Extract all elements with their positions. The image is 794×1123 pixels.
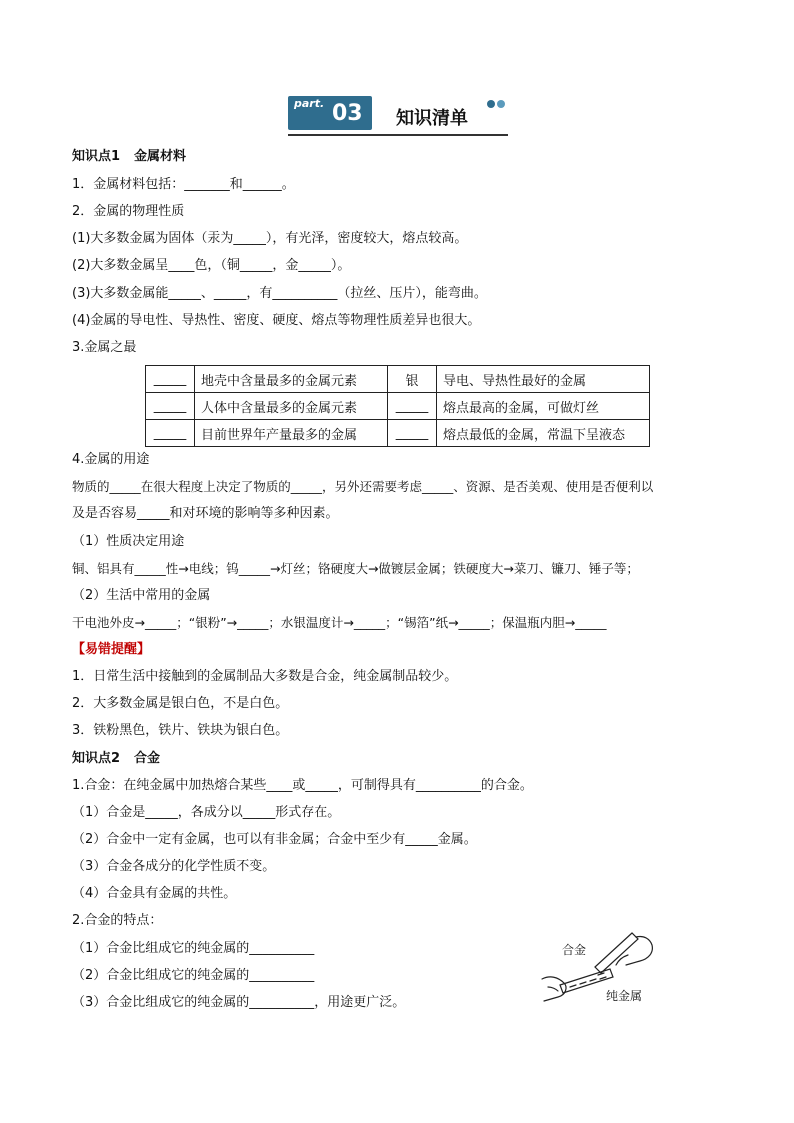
text-line: 1.合金：在纯金属中加热熔合某些____或_____，可制得具有__________的合金。	[72, 778, 533, 793]
text-line: 铜、铝具有_____性→电线；钨_____→灯丝；铬硬度大→做镀层金属；铁硬度大→菜刀、镰刀、锤子等；	[72, 561, 639, 576]
tips-heading: 【易错提醒】	[72, 642, 151, 657]
table-row: _____ 人体中含量最多的金属元素 _____ 熔点最高的金属，可做灯丝	[146, 393, 650, 420]
text-line: （3）合金比组成它的纯金属的__________，用途更广泛。	[72, 995, 406, 1010]
text-line: 及是否容易_____和对环境的影响等多种因素。	[72, 506, 339, 521]
text-line: (2)大多数金属呈____色，（铜_____，金_____）。	[72, 258, 351, 273]
metal-extremes-table	[145, 365, 650, 447]
text-line: 4.金属的用途	[72, 452, 150, 467]
text-line: 3.金属之最	[72, 340, 137, 355]
text-line: 2．金属的物理性质	[72, 204, 185, 219]
text-line: 3．铁粉黑色，铁片、铁块为银白色。	[72, 723, 289, 738]
text-line: 1．日常生活中接触到的金属制品大多数是合金，纯金属制品较少。	[72, 669, 458, 684]
section-heading-1: 知识点1 金属材料	[72, 149, 187, 164]
figure-label-alloy: 合金	[562, 943, 587, 957]
figure-label-pure-metal: 纯金属	[606, 989, 643, 1003]
text-line: （1）合金是_____，各成分以_____形式存在。	[72, 805, 341, 820]
table-row: _____ 目前世界年产量最多的金属 _____ 熔点最低的金属，常温下呈液态	[146, 420, 650, 447]
text-line: （2）合金中一定有金属，也可以有非金属；合金中至少有_____金属。	[72, 832, 477, 847]
text-line: 干电池外皮→_____；“银粉”→_____；水银温度计→_____；“锡箔”纸→_____；保温瓶内胆→_____	[72, 615, 607, 630]
text-line: （4）合金具有金属的共性。	[72, 886, 237, 901]
text-line: 2．大多数金属是银白色，不是白色。	[72, 696, 289, 711]
decorative-dots-icon	[486, 98, 506, 110]
text-line: （3）合金各成分的化学性质不变。	[72, 859, 276, 874]
text-line: (1)大多数金属为固体（汞为_____），有光泽，密度较大，熔点较高。	[72, 231, 468, 246]
text-line: （2）生活中常用的金属	[72, 588, 211, 603]
alloy-scratch-illustration	[540, 925, 660, 1015]
header-rule	[288, 134, 508, 136]
part-header	[288, 96, 508, 138]
text-line: （1）性质决定用途	[72, 534, 185, 549]
table-row: _____ 地壳中含量最多的金属元素 银 导电、导热性最好的金属	[146, 366, 650, 393]
text-line: 1．金属材料包括：_______和______。	[72, 177, 295, 192]
text-line: (4)金属的导电性、导热性、密度、硬度、熔点等物理性质差异也很大。	[72, 313, 481, 328]
text-line: 物质的_____在很大程度上决定了物质的_____，另外还需要考虑_____、资源、是否美观、使用是否便利以	[72, 479, 654, 494]
text-line: （2）合金比组成它的纯金属的__________	[72, 968, 315, 983]
part-label: part.	[294, 97, 325, 110]
text-line: 2.合金的特点：	[72, 913, 163, 928]
text-line: （1）合金比组成它的纯金属的__________	[72, 941, 315, 956]
part-number: 03	[332, 101, 363, 126]
text-line: (3)大多数金属能_____、_____，有__________（拉丝、压片），能弯曲。	[72, 286, 487, 301]
section-heading-2: 知识点2 合金	[72, 751, 161, 766]
page-title: 知识清单	[396, 108, 468, 129]
